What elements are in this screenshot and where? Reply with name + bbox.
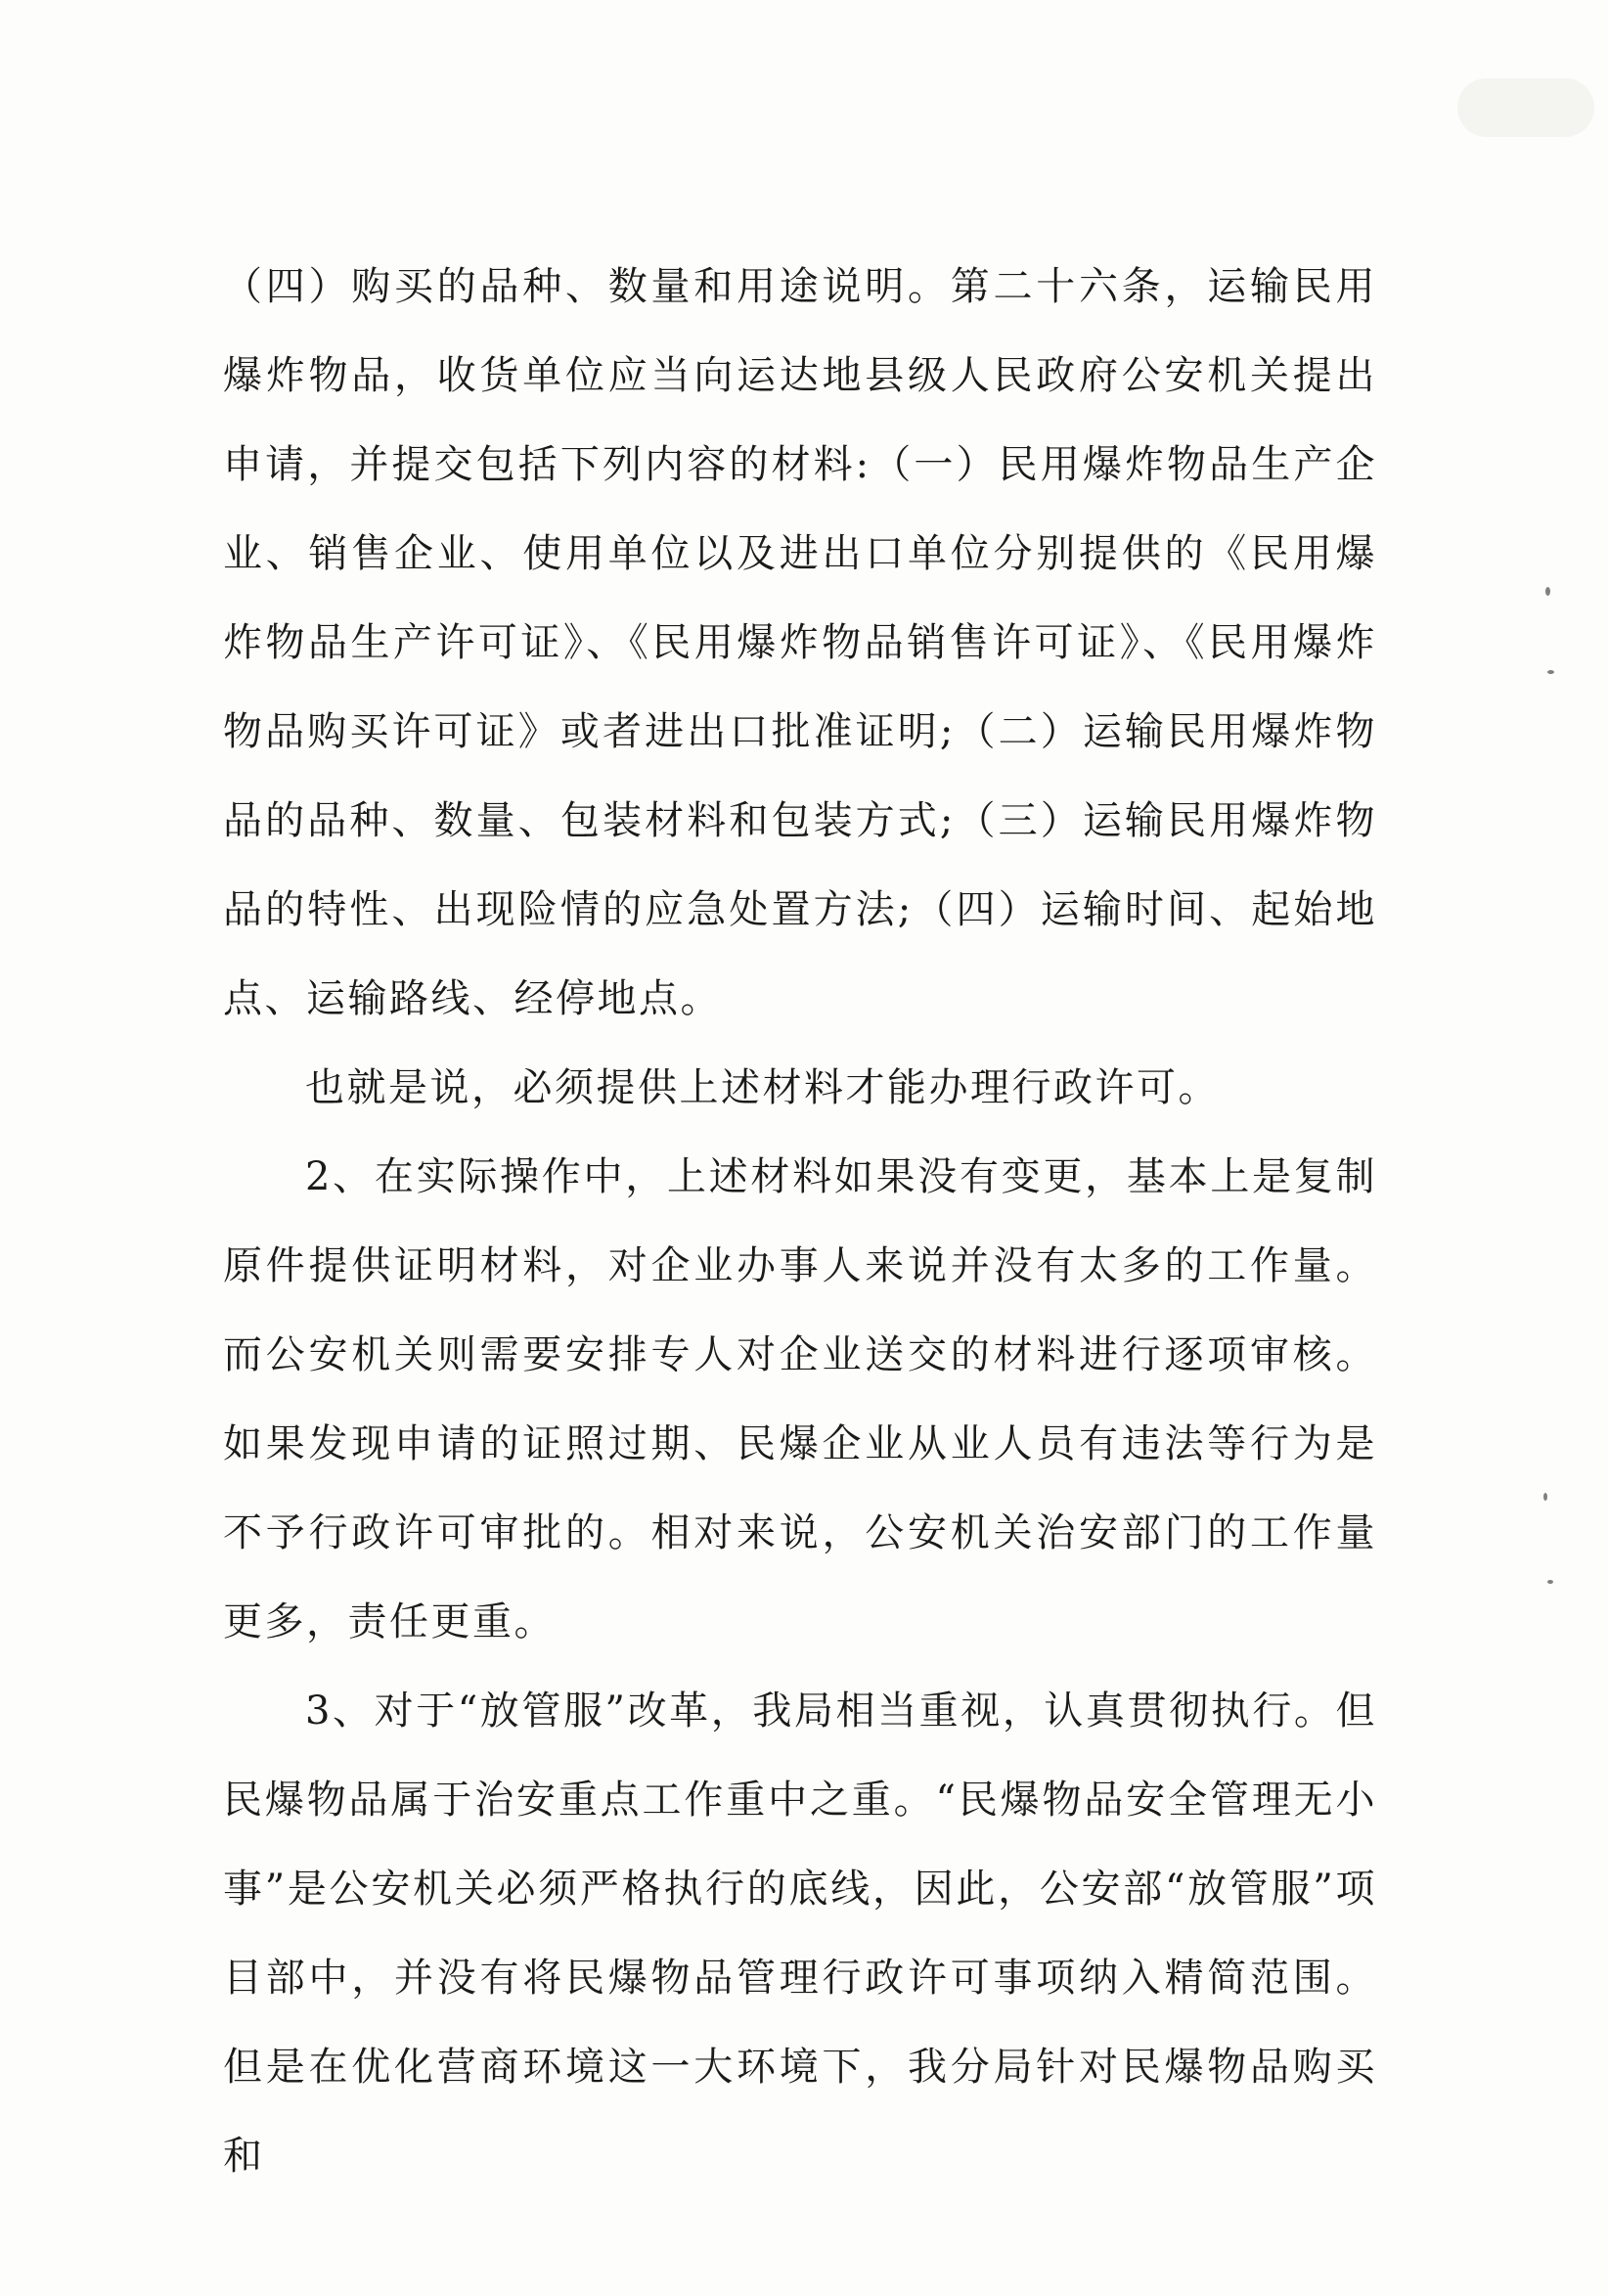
scan-speck (1547, 1580, 1553, 1584)
paragraph-point-3: 3、对于“放管服”改革，我局相当重视，认真贯彻执行。但民爆物品属于治安重点工作重中之重。“民爆物品安全管理无小事”是公安机关必须严格执行的底线，因此，公安部“放管服”项目部中，并没有将民爆物品管理行政许可事项纳入精简范围。但是在优化营商环境这一大环境下，我分局针对民爆物品购买和 (223, 1688, 1377, 2179)
document-body (223, 243, 1377, 2201)
paragraph-point-2: 2、在实际操作中，上述材料如果没有变更，基本上是复制原件提供证明材料，对企业办事人来说并没有太多的工作量。而公安机关则需要安排专人对企业送交的材料进行逐项审核。如果发现申请的证照过期、民爆企业从业人员有违法等行为是不予行政许可审批的。相对来说，公安机关治安部门的工作量更多，责任更重。 (223, 1154, 1377, 1644)
paper-shadow (1457, 78, 1594, 137)
scan-speck (1545, 587, 1550, 596)
paragraph-regulation-materials: （四）购买的品种、数量和用途说明。第二十六条，运输民用爆炸物品，收货单位应当向运达地县级人民政府公安机关提出申请，并提交包括下列内容的材料:（一）民用爆炸物品生产企业、销售企业、使用单位以及进出口单位分别提供的《民用爆炸物品生产许可证》、《民用爆炸物品销售许可证》、《民用爆炸物品购买许可证》或者进出口批准证明;（二）运输民用爆炸物品的品种、数量、包装材料和包装方式;（三）运输民用爆炸物品的特性、出现险情的应急处置方法;（四）运输时间、起始地点、运输路线、经停地点。 (223, 264, 1377, 1021)
scan-speck (1547, 670, 1554, 674)
scan-speck (1543, 1493, 1547, 1501)
paragraph-summary: 也就是说，必须提供上述材料才能办理行政许可。 (305, 1065, 1220, 1110)
